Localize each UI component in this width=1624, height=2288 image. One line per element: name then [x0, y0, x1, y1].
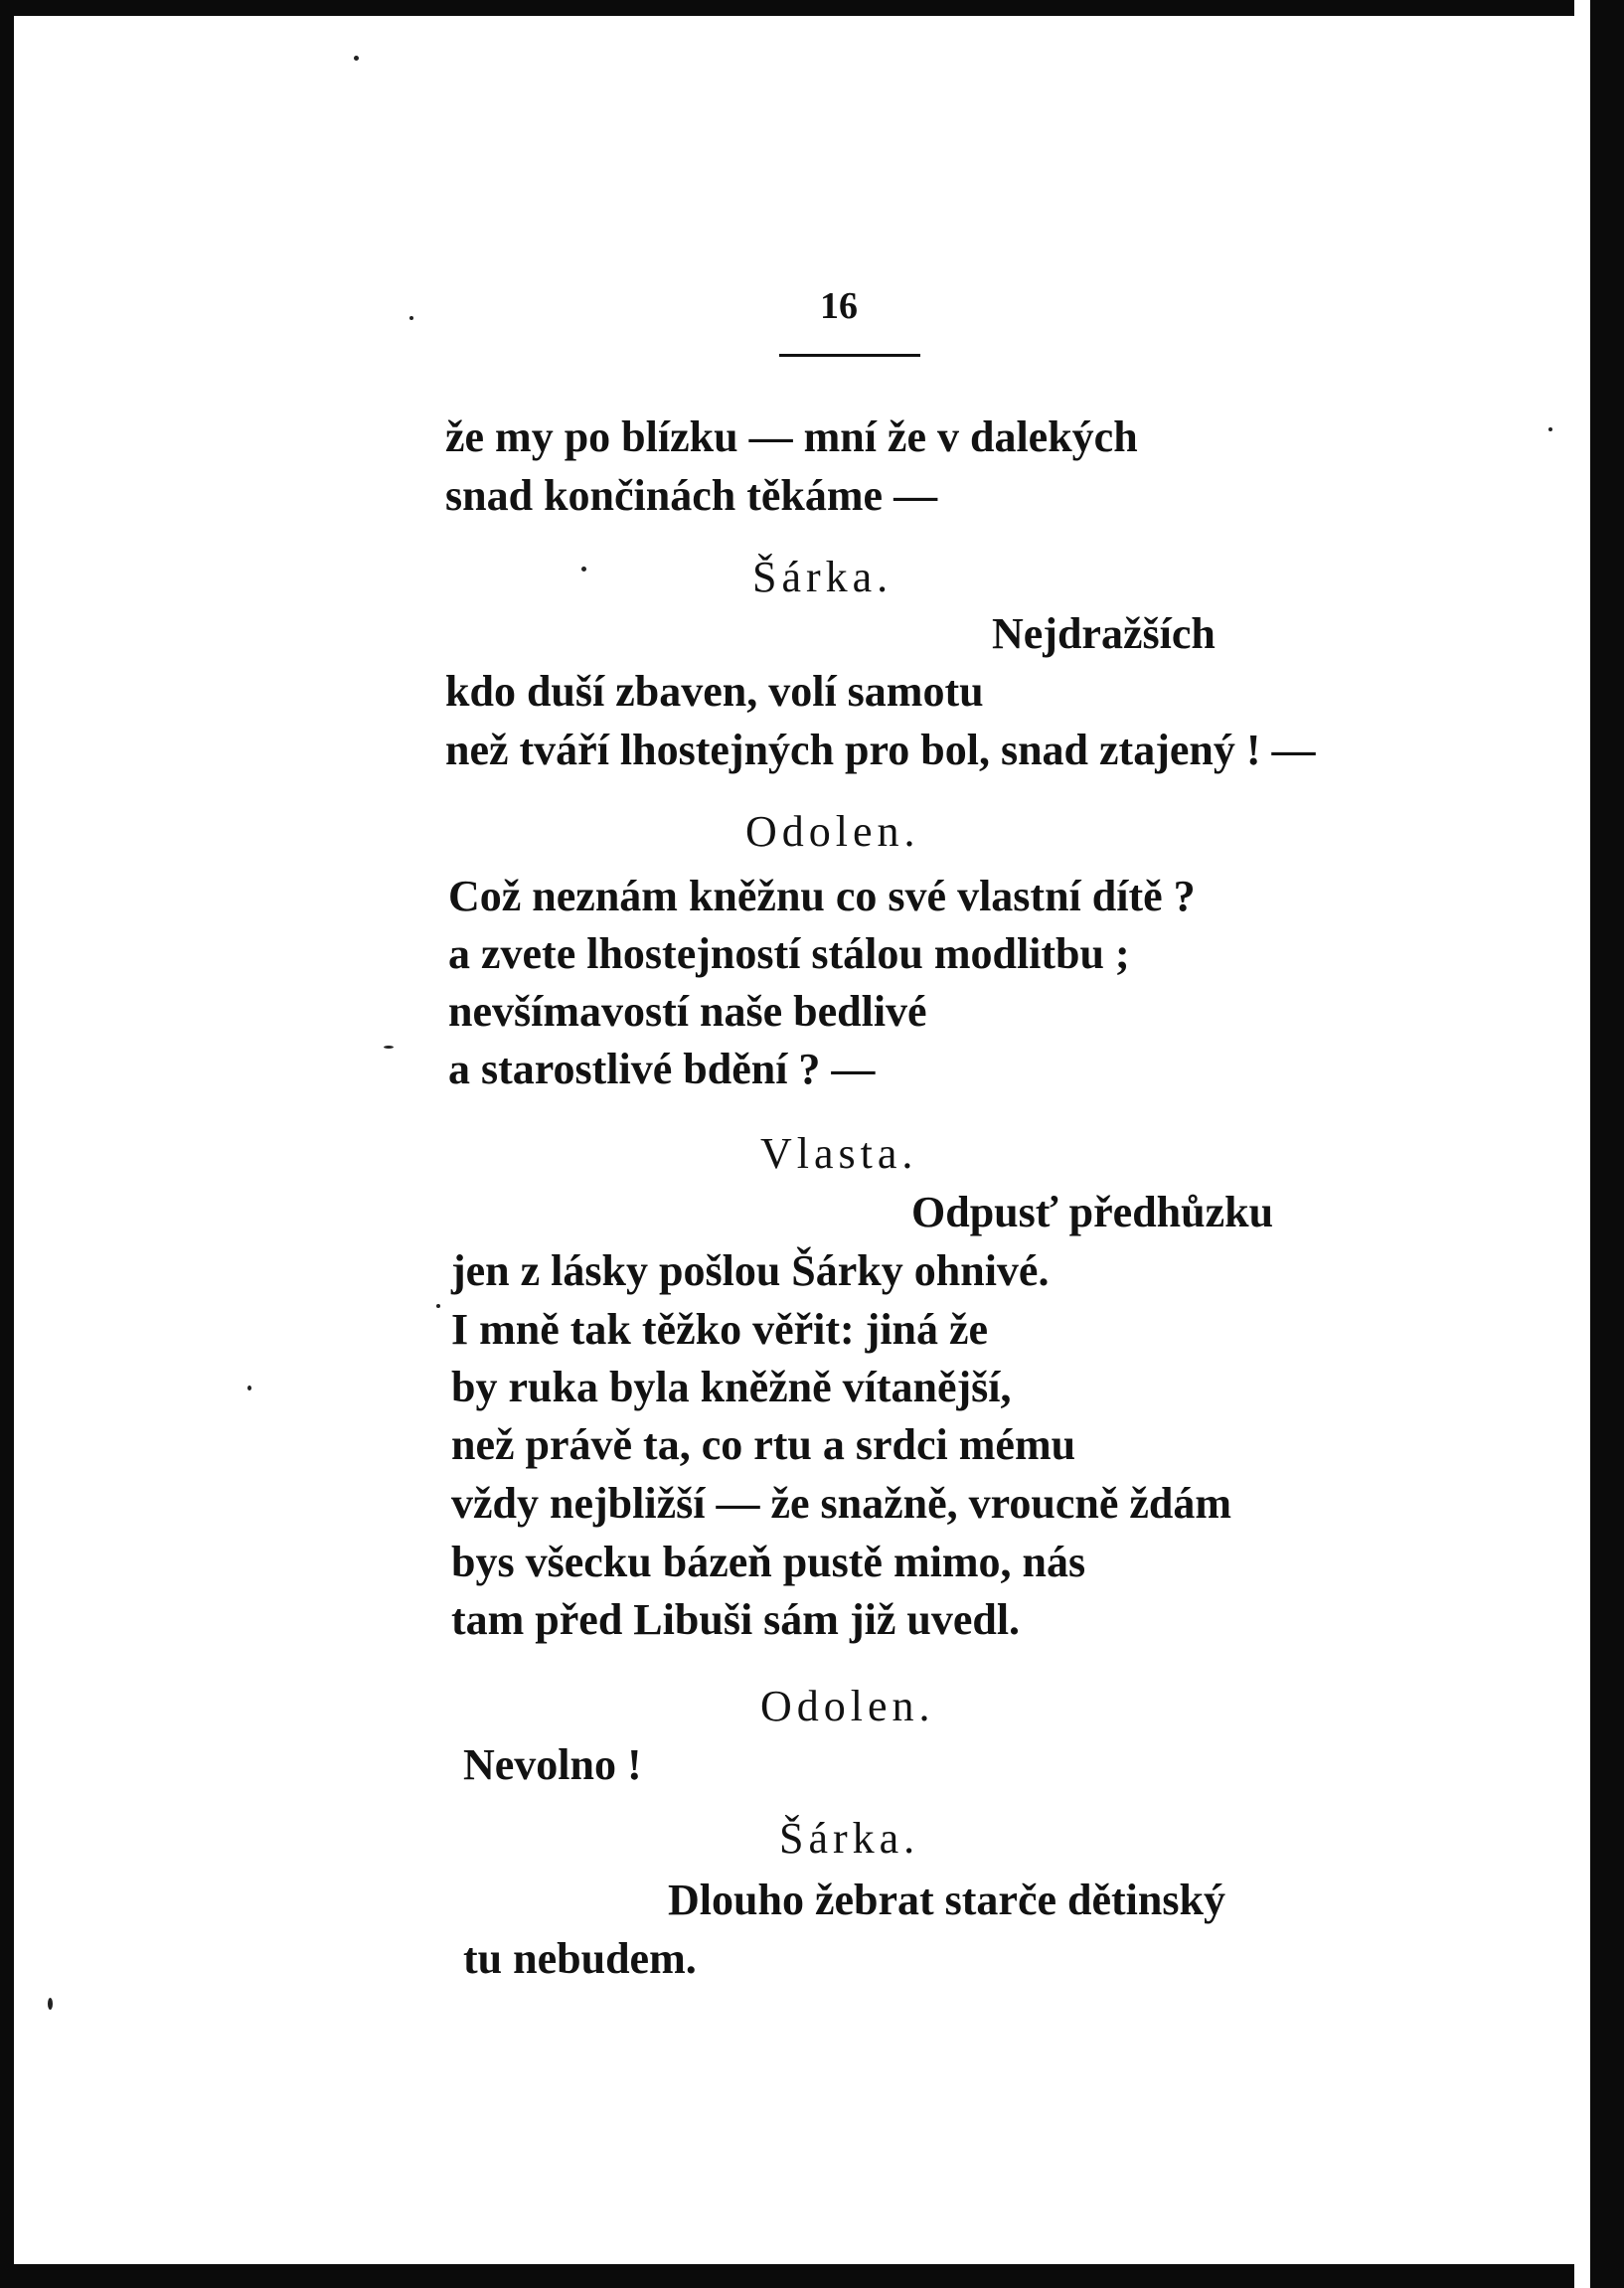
speaker-name: Odolen. — [745, 807, 920, 856]
speaker-name: Odolen. — [760, 1682, 935, 1730]
speaker-name: Šárka. — [752, 553, 893, 601]
verse-line: Což neznám kněžnu co své vlastní dítě ? — [448, 872, 1196, 920]
scan-right-edge — [1574, 0, 1590, 2288]
verse-line: tu nebudem. — [463, 1934, 697, 1983]
verse-line: Nevolno ! — [463, 1740, 642, 1789]
book-page — [14, 16, 1574, 2264]
print-speck — [48, 1998, 53, 2010]
verse-line: jen z lásky pošlou Šárky ohnivé. — [451, 1246, 1050, 1295]
verse-line: kdo duší zbaven, volí samotu — [445, 667, 984, 716]
page-number: 16 — [820, 285, 858, 327]
verse-line: že my po blízku — mní že v dalekých — [445, 412, 1138, 461]
verse-line: snad končinách těkáme — — [445, 471, 938, 520]
verse-line: I mně tak těžko věřit: jiná že — [451, 1305, 989, 1354]
verse-line: Nejdražších — [992, 609, 1216, 658]
verse-line: nevšímavostí naše bedlivé — [448, 987, 927, 1036]
print-speck — [384, 1046, 394, 1049]
verse-line: a starostlivé bdění ? — — [448, 1045, 876, 1093]
verse-line: Dlouho žebrat starče dětinský — [668, 1876, 1225, 1924]
print-speck — [436, 1304, 440, 1308]
verse-line: Odpusť předhůzku — [911, 1188, 1274, 1236]
verse-line: by ruka byla kněžně vítanější, — [451, 1363, 1012, 1411]
print-speck — [354, 56, 359, 61]
verse-line: vždy nejbližší — že snažně, vroucně ždám — [451, 1479, 1232, 1528]
page-number-rule — [779, 354, 920, 357]
print-speck — [409, 316, 413, 320]
verse-line: bys všecku bázeň pustě mimo, nás — [451, 1538, 1086, 1586]
print-speck — [581, 567, 586, 572]
verse-line: než právě ta, co rtu a srdci mému — [451, 1420, 1076, 1469]
verse-line: než tváří lhostejných pro bol, snad ztajený ! — — [445, 726, 1316, 774]
print-speck — [247, 1386, 251, 1390]
verse-line: a zvete lhostejností stálou modlitbu ; — [448, 929, 1130, 978]
speaker-name: Vlasta. — [760, 1129, 918, 1178]
verse-line: tam před Libuši sám již uvedl. — [451, 1595, 1021, 1644]
print-speck — [1548, 427, 1552, 431]
speaker-name: Šárka. — [779, 1814, 920, 1863]
